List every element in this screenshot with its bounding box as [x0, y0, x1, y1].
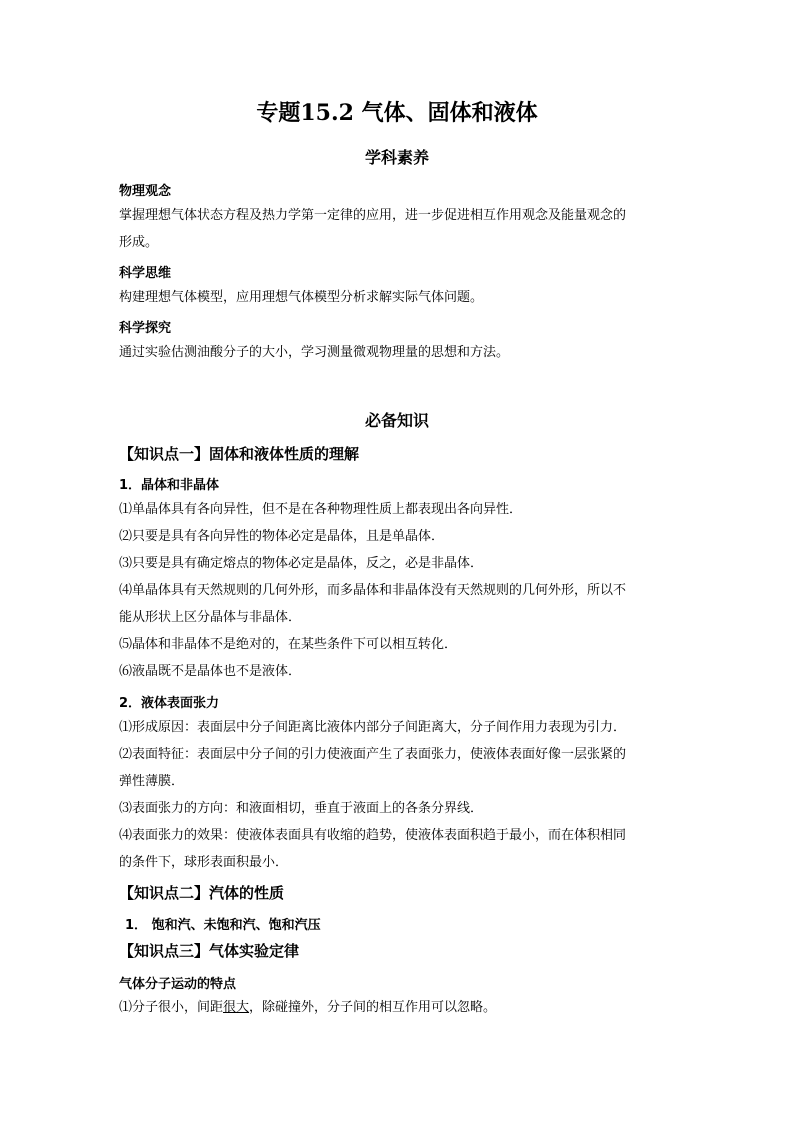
- literacy-heading: 学科素养: [364, 148, 429, 167]
- list-item-text: ，除碰撞外，分子间的相互作用可以忽略。: [249, 1000, 497, 1015]
- list-item: ⑴形成原因：表面层中分子间距离比液体内部分子间距离大，分子间作用力表现为引力．: [119, 720, 627, 735]
- underlined-answer: 很大: [223, 1000, 250, 1015]
- section-label-scientific-inquiry: 科学探究: [119, 321, 172, 336]
- knowledge-point-2-title: 【知识点二】汽体的性质: [119, 884, 285, 902]
- list-item-text: ⑴分子很小，间距: [119, 1000, 224, 1015]
- section-text-scientific-inquiry: 通过实验估测油酸分子的大小，学习测量微观物理量的思想和方法。: [119, 345, 510, 360]
- knowledge-point-3-title: 【知识点三】气体实验定律: [119, 942, 300, 960]
- subheading-surface-tension: 2．液体表面张力: [119, 696, 220, 711]
- section-text-scientific-thinking: 构建理想气体模型，应用理想气体模型分析求解实际气体问题。: [119, 290, 484, 305]
- knowledge-point-1-title: 【知识点一】固体和液体性质的理解: [119, 445, 360, 463]
- list-item: ⑶只要是具有确定熔点的物体必定是晶体，反之，必是非晶体．: [119, 556, 484, 571]
- subheading-saturated-vapor: 1． 饱和汽、未饱和汽、饱和汽压: [125, 918, 321, 933]
- list-item: 的条件下，球形表面积最小．: [119, 855, 289, 870]
- section-text-physics-concept: 掌握理想气体状态方程及热力学第一定律的应用，进一步促进相互作用观念及能量观念的: [119, 208, 627, 223]
- knowledge-heading: 必备知识: [364, 411, 429, 430]
- list-item: [119, 994, 496, 1021]
- subheading-crystal: 1．晶体和非晶体: [119, 478, 220, 493]
- list-item: ⑵表面特征：表面层中分子间的引力使液面产生了表面张力，使液体表面好像一层张紧的: [119, 747, 627, 762]
- list-item: 弹性薄膜．: [119, 774, 185, 789]
- section-label-scientific-thinking: 科学思维: [119, 266, 172, 281]
- section-text-physics-concept-cont: 形成。: [119, 235, 159, 250]
- list-item: ⑷表面张力的效果：使液体表面具有收缩的趋势，使液体表面积趋于最小，而在体积相同: [119, 828, 627, 843]
- list-item: ⑶表面张力的方向：和液面相切，垂直于液面上的各条分界线．: [119, 801, 484, 816]
- list-item: ⑷单晶体具有天然规则的几何外形，而多晶体和非晶体没有天然规则的几何外形，所以不: [119, 583, 627, 598]
- subheading-gas-molecule-motion: 气体分子运动的特点: [119, 977, 237, 992]
- page-title: 专题15.2 气体、固体和液体: [256, 100, 538, 126]
- list-item: ⑵只要是具有各向异性的物体必定是晶体，且是单晶体．: [119, 529, 445, 544]
- list-item: 能从形状上区分晶体与非晶体．: [119, 610, 302, 625]
- list-item: ⑴单晶体具有各向异性，但不是在各种物理性质上都表现出各向异性．: [119, 502, 523, 517]
- list-item: ⑹液晶既不是晶体也不是液体．: [119, 664, 302, 679]
- section-label-physics-concept: 物理观念: [119, 184, 172, 199]
- list-item: ⑸晶体和非晶体不是绝对的，在某些条件下可以相互转化．: [119, 637, 458, 652]
